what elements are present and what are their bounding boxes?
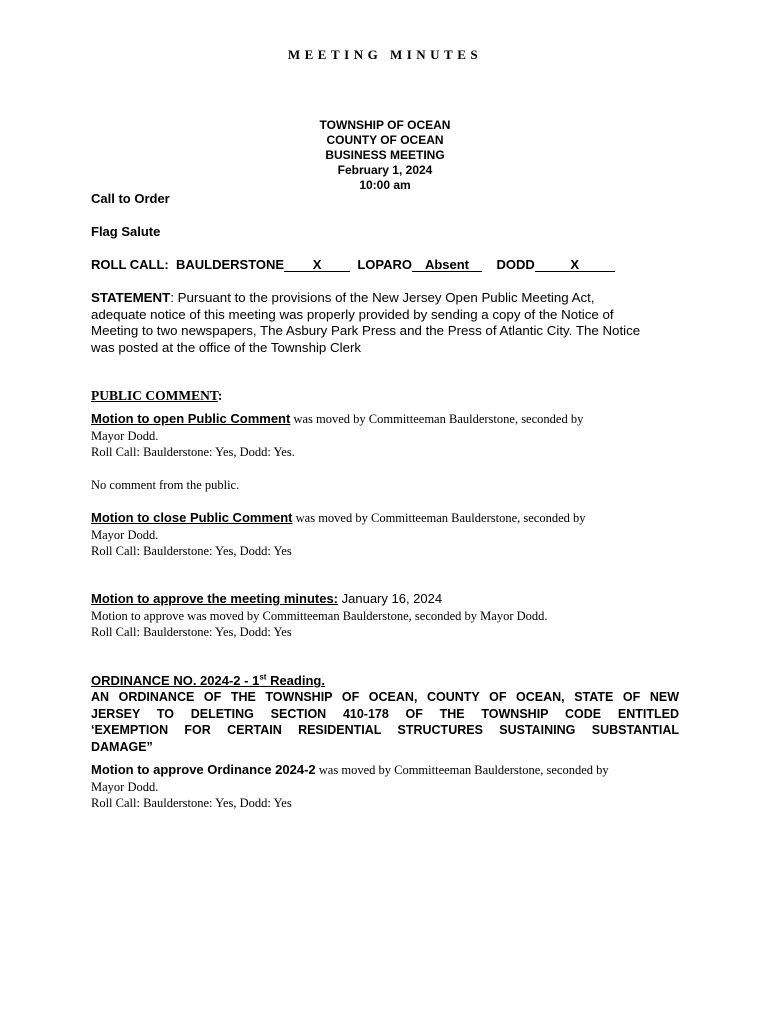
open-public-comment-label: Motion to open Public Comment (91, 411, 291, 426)
no-comment-text: No comment from the public. (91, 478, 240, 492)
roll-call (91, 257, 615, 272)
close-public-comment-block: Motion to close Public Comment was moved by Committeeman Baulderstone, seconded by Mayor Dodd. Roll Call: Baulderstone: Yes, Dodd: Yes (91, 510, 691, 560)
roll-call-status-1: X (284, 258, 350, 272)
flag-salute: Flag Salute (91, 224, 161, 239)
statement-line-3: Meeting to two newspapers, The Asbury Park Press and the Press of Atlantic City. The Notice (91, 323, 641, 338)
approve-minutes-block: Motion to approve the meeting minutes: January 16, 2024 Motion to approve was moved by Committeeman Baulderstone, seconded by Mayor Dodd. Roll Call: Baulderstone: Yes, Dodd: Yes (91, 591, 691, 641)
header-county: COUNTY OF OCEAN (326, 133, 444, 147)
roll-call-label: ROLL CALL: (91, 257, 169, 272)
close-public-comment-roll-call: Roll Call: Baulderstone: Yes, Dodd: Yes (91, 544, 292, 558)
header-time: 10:00 am (359, 178, 411, 192)
document-title: MEETING MINUTES (287, 47, 483, 62)
approve-ordinance-label: Motion to approve Ordinance 2024-2 (91, 762, 316, 777)
public-comment-heading: PUBLIC COMMENT: (91, 388, 223, 403)
statement-line-2: adequate notice of this meeting was properly provided by sending a copy of the Notice of (91, 306, 614, 322)
approve-minutes-label: Motion to approve the meeting minutes: (91, 591, 339, 606)
open-public-comment-roll-call: Roll Call: Baulderstone: Yes, Dodd: Yes. (91, 445, 295, 459)
call-to-order: Call to Order (91, 191, 170, 206)
statement-label: STATEMENT (91, 290, 171, 305)
approve-minutes-date: January 16, 2024 (338, 591, 443, 606)
statement-paragraph (91, 290, 691, 356)
ordinance-heading: ORDINANCE NO. 2024-2 - 1st Reading. (91, 673, 325, 689)
open-public-comment-block: Motion to open Public Comment was moved by Committeeman Baulderstone, seconded by Mayor Dodd. Roll Call: Baulderstone: Yes, Dodd: Yes. (91, 411, 691, 461)
statement-line-1: : Pursuant to the provisions of the New Jersey Open Public Meeting Act, (170, 290, 595, 305)
roll-call-member-2: LOPARO (357, 257, 412, 272)
statement-line-4: was posted at the office of the Township Clerk (91, 339, 362, 355)
roll-call-member-1: BAULDERSTONE (175, 257, 285, 272)
ordinance-title: AN ORDINANCE OF THE TOWNSHIP OF OCEAN, COUNTY OF OCEAN, STATE OF NEW JERSEY TO DELETING SECTION 410-178 OF THE TOWNSHIP CODE ENTITLED ‘EXEMPTION FOR CERTAIN RESIDENTIAL STRUCTURES SUSTAINING SUBSTANTIAL DAMAGE” (91, 690, 679, 754)
meeting-header (285, 118, 485, 193)
approve-ordinance-block: Motion to approve Ordinance 2024-2 was moved by Committeeman Baulderstone, seconded by Mayor Dodd. Roll Call: Baulderstone: Yes, Dodd: Yes (91, 762, 691, 812)
roll-call-member-3: DODD (496, 257, 535, 272)
approve-minutes-roll-call: Roll Call: Baulderstone: Yes, Dodd: Yes (91, 625, 292, 639)
approve-ordinance-roll-call: Roll Call: Baulderstone: Yes, Dodd: Yes (91, 796, 292, 810)
header-date: February 1, 2024 (337, 163, 433, 177)
roll-call-status-3: X (535, 258, 615, 272)
header-meeting-type: BUSINESS MEETING (325, 148, 445, 162)
roll-call-status-2: Absent (412, 258, 482, 272)
close-public-comment-label: Motion to close Public Comment (91, 510, 293, 525)
header-township: TOWNSHIP OF OCEAN (319, 118, 451, 132)
